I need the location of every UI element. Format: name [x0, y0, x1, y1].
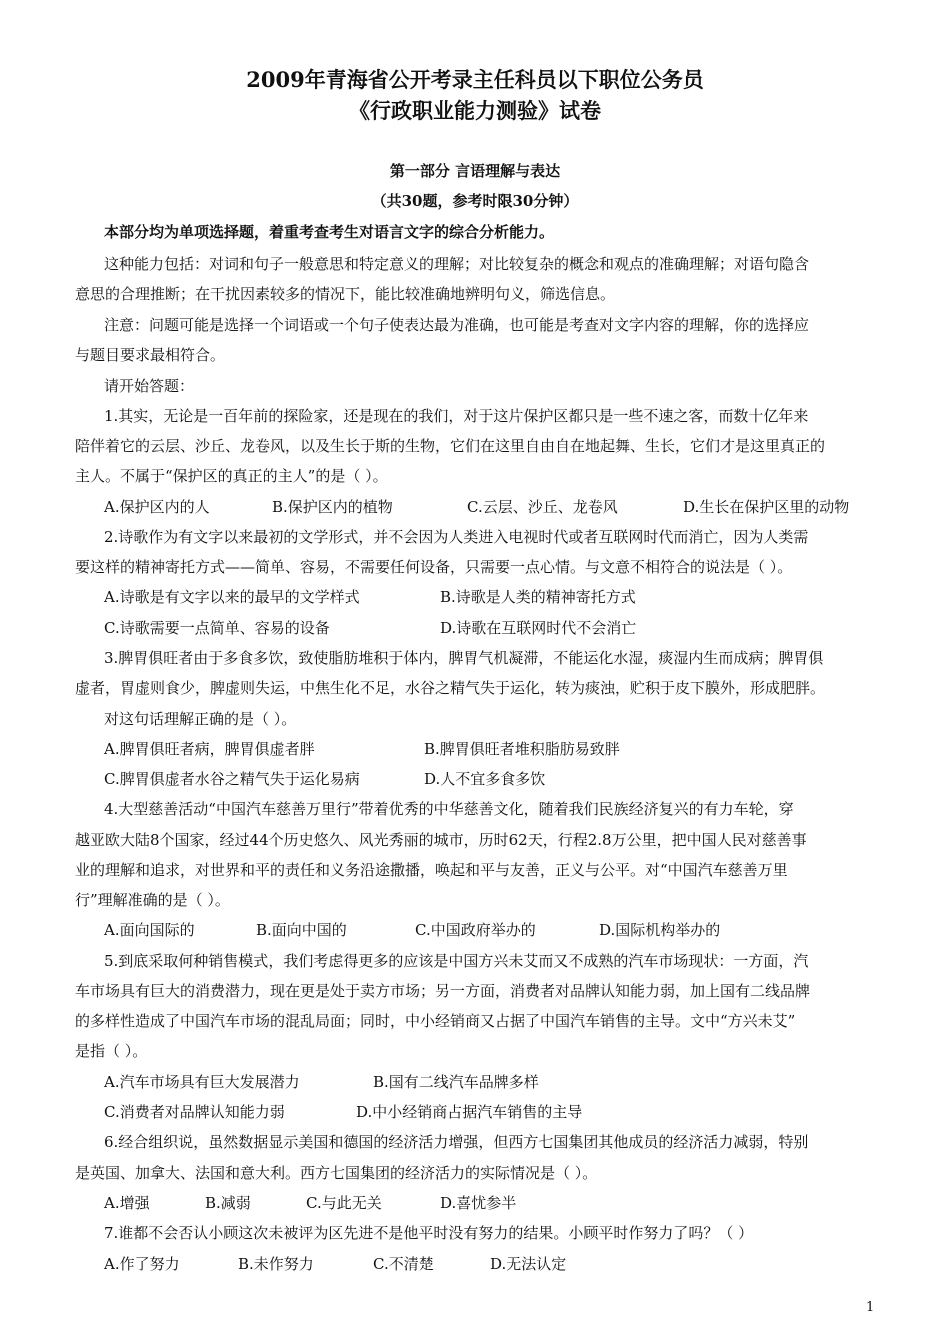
exam-title-line2: 《行政职业能力测验》试卷: [349, 98, 601, 123]
q7-option-b: B.未作努力: [238, 1255, 314, 1273]
question-2-text: 要这样的精神寄托方式——简单、容易，不需要任何设备，只需要一点心情。与文意不相符合的说法是（ ）。: [75, 558, 793, 576]
question-4-text: 4.大型慈善活动“中国汽车慈善万里行”带着优秀的中华慈善文化，随着我们民族经济复兴的有力车轮，穿: [104, 800, 794, 818]
q7-option-a: A.作了努力: [104, 1255, 180, 1273]
q5-option-d: D.中小经销商占据汽车销售的主导: [356, 1103, 583, 1121]
q1-option-a: A.保护区内的人: [104, 498, 210, 516]
q1-option-c: C.云层、沙丘、龙卷风: [467, 498, 618, 516]
page-number: 1: [866, 1300, 875, 1315]
question-4-text: 行”理解准确的是（ ）。: [75, 891, 230, 909]
q7-option-d: D.无法认定: [490, 1255, 567, 1273]
question-2-text: 2.诗歌作为有文字以来最初的文学形式，并不会因为人类进入电视时代或者互联网时代而消亡，因为人类需: [104, 528, 809, 546]
q1-option-d: D.生长在保护区里的动物: [683, 498, 850, 516]
q4-option-a: A.面向国际的: [104, 921, 195, 939]
q2-option-a: A.诗歌是有文字以来的最早的文学样式: [104, 588, 360, 606]
question-5-text: 的多样性造成了中国汽车市场的混乱局面；同时，中小经销商又占据了中国汽车销售的主导。文中“方兴未艾”: [75, 1012, 796, 1030]
question-4-text: 越亚欧大陆8个国家，经过44个历史悠久、风光秀丽的城市，历时62天，行程2.8万公里，把中国人民对慈善事: [75, 831, 807, 849]
q3-option-a: A.脾胃俱旺者病，脾胃俱虚者胖: [104, 740, 315, 758]
note-text: 注意：问题可能是选择一个词语或一个句子使表达最为准确，也可能是考查对文字内容的理解，你的选择应: [104, 316, 810, 334]
question-1-text: 陪伴着它的云层、沙丘、龙卷风，以及生长于斯的生物，它们在这里自由自在地起舞、生长，它们才是这里真正的: [75, 437, 826, 455]
section-heading: 第一部分 言语理解与表达: [389, 162, 561, 180]
q3-option-c: C.脾胃俱虚者水谷之精气失于运化易病: [104, 770, 360, 788]
q2-option-d: D.诗歌在互联网时代不会消亡: [440, 619, 637, 637]
question-3-text: 对这句话理解正确的是（ ）。: [104, 710, 297, 728]
q6-option-c: C.与此无关: [306, 1194, 382, 1212]
question-5-text: 5.到底采取何种销售模式，我们考虑得更多的应该是中国方兴未艾而又不成熟的汽车市场现状：一方面，汽: [104, 952, 809, 970]
question-5-text: 是指（ ）。: [75, 1042, 148, 1060]
q2-option-c: C.诗歌需要一点简单、容易的设备: [104, 619, 330, 637]
q1-option-b: B.保护区内的植物: [272, 498, 393, 516]
question-7-text: 7.谁都不会否认小顾这次未被评为区先进不是他平时没有努力的结果。小顾平时作努力了吗？（ ）: [104, 1224, 754, 1242]
q3-option-d: D.人不宜多食多饮: [424, 770, 546, 788]
question-6-text: 6.经合组织说，虽然数据显示美国和德国的经济活力增强，但西方七国集团其他成员的经济活力减弱，特别: [104, 1133, 809, 1151]
question-1-text: 1.其实，无论是一百年前的探险家，还是现在的我们，对于这片保护区都只是一些不速之客，而数十亿年来: [104, 407, 809, 425]
question-6-text: 是英国、加拿大、法国和意大利。西方七国集团的经济活力的实际情况是（ ）。: [75, 1164, 598, 1182]
q4-option-b: B.面向中国的: [256, 921, 347, 939]
note-text: 与题目要求最相符合。: [75, 346, 226, 364]
exam-title-line1: 2009年青海省公开考录主任科员以下职位公务员: [246, 67, 704, 92]
section-meta: （共30题，参考时限30分钟）: [371, 192, 579, 210]
question-3-text: 3.脾胃俱旺者由于多食多饮，致使脂肪堆积于体内，脾胃气机凝滞，不能运化水湿，痰湿内生而成病；脾胃俱: [104, 649, 824, 667]
q4-option-c: C.中国政府举办的: [415, 921, 536, 939]
start-text: 请开始答题：: [104, 377, 195, 395]
question-4-text: 业的理解和追求，对世界和平的责任和义务沿途撒播，唤起和平与友善，正义与公平。对“中国汽车慈善万里: [75, 861, 788, 879]
q5-option-b: B.国有二线汽车品牌多样: [373, 1073, 539, 1091]
q5-option-c: C.消费者对品牌认知能力弱: [104, 1103, 285, 1121]
q4-option-d: D.国际机构举办的: [599, 921, 721, 939]
question-3-text: 虚者，胃虚则食少，脾虚则失运，中焦生化不足，水谷之精气失于运化，转为痰浊，贮积于皮下膜外，形成肥胖。: [75, 679, 826, 697]
q3-option-b: B.脾胃俱旺者堆积脂肪易致胖: [424, 740, 620, 758]
q7-option-c: C.不清楚: [373, 1255, 434, 1273]
q6-option-d: D.喜忧参半: [440, 1194, 517, 1212]
question-5-text: 车市场具有巨大的消费潜力，现在更是处于卖方市场；另一方面，消费者对品牌认知能力弱，加上国有二线品牌: [75, 982, 811, 1000]
q5-option-a: A.汽车市场具有巨大发展潜力: [104, 1073, 300, 1091]
q2-option-b: B.诗歌是人类的精神寄托方式: [440, 588, 636, 606]
question-1-text: 主人。不属于“保护区的真正的主人”的是（ ）。: [75, 467, 388, 485]
abilities-text: 这种能力包括：对词和句子一般意思和特定意义的理解；对比较复杂的概念和观点的准确理解；对语句隐含: [104, 255, 810, 273]
section-intro: 本部分均为单项选择题，着重考查考生对语言文字的综合分析能力。: [104, 223, 555, 241]
q6-option-a: A.增强: [104, 1194, 150, 1212]
abilities-text: 意思的合理推断；在干扰因素较多的情况下，能比较准确地辨明句义，筛选信息。: [75, 285, 616, 303]
q6-option-b: B.减弱: [205, 1194, 251, 1212]
